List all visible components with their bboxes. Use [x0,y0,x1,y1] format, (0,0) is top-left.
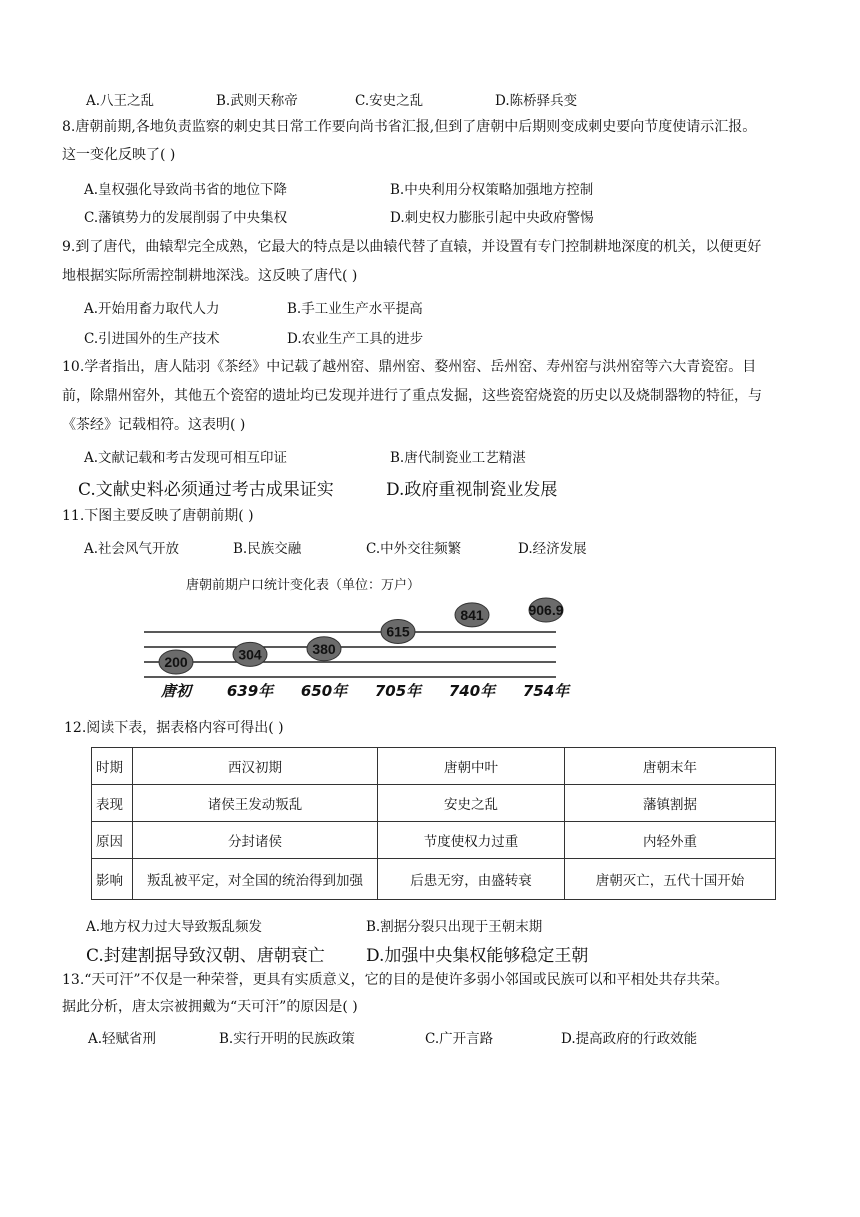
table-cell: 节度使权力过重 [378,822,565,859]
table-row [92,748,776,785]
q8-stem-line2: 这一变化反映了( ) [62,147,176,163]
q7-option-d[interactable]: D.陈桥驿兵变 [495,93,578,109]
q11-option-a[interactable]: A.社会风气开放 [84,541,180,557]
table-cell: 藩镇割据 [565,785,776,822]
q8-option-c[interactable]: C.藩镇势力的发展削弱了中央集权 [84,210,288,226]
q10-option-c[interactable]: C.文献史料必须通过考古成果证实 [78,480,334,500]
chart-data-label: 906.9 [528,602,564,618]
comparison-table [91,747,776,900]
q13-option-a[interactable]: A.轻赋省刑 [88,1031,157,1047]
table-row [92,859,776,900]
table-cell: 西汉初期 [133,748,378,785]
q12-stem: 12.阅读下表，据表格内容可得出( ) [64,720,284,736]
table-cell: 后患无穷，由盛转衰 [378,859,565,900]
table-cell: 表现 [92,785,133,822]
chart-x-tick-label: 754年 [522,682,570,700]
q8-option-d[interactable]: D.刺史权力膨胀引起中央政府警惕 [390,210,594,226]
q13-stem-line1: 13.“天可汗”不仅是一种荣誉，更具有实质意义，它的目的是使许多弱小邻国或民族可以和平相处共存共荣。 [62,972,729,988]
q9-option-b[interactable]: B.手工业生产水平提高 [287,301,423,317]
q9-option-d[interactable]: D.农业生产工具的进步 [287,331,424,347]
q7-option-c[interactable]: C.安史之乱 [355,93,424,109]
table-cell: 唐朝中叶 [378,748,565,785]
chart-x-tick-label: 650年 [300,682,348,700]
q7-option-a[interactable]: A.八王之乱 [86,93,155,109]
chart-x-tick-label: 639年 [226,682,274,700]
chart-x-tick-label: 唐初 [160,682,192,700]
q13-stem-line2: 据此分析，唐太宗被拥戴为“天可汗”的原因是( ) [62,999,358,1015]
table-cell: 唐朝末年 [565,748,776,785]
q7-option-b[interactable]: B.武则天称帝 [216,93,298,109]
chart-data-label: 304 [238,646,262,663]
q8-stem-line1: 8.唐朝前期,各地负责监察的刺史其日常工作要向尚书省汇报,但到了唐朝中后期则变成刺史要向节度使请示汇报。 [62,119,757,135]
q12-option-a[interactable]: A.地方权力过大导致叛乱频发 [86,919,263,935]
table-cell: 叛乱被平定，对全国的统治得到加强 [133,859,378,900]
q10-stem-line3: 《茶经》记载相符。这表明( ) [62,417,246,433]
q9-stem-line2: 地根据实际所需控制耕地深浅。这反映了唐代( ) [62,268,358,284]
table-cell: 原因 [92,822,133,859]
chart-x-labels [160,682,571,700]
q13-option-b[interactable]: B.实行开明的民族政策 [219,1031,355,1047]
table-cell: 诸侯王发动叛乱 [133,785,378,822]
q11-option-d[interactable]: D.经济发展 [518,541,587,557]
chart-data-label: 200 [164,654,188,670]
q9-option-a[interactable]: A.开始用畜力取代人力 [84,301,220,317]
q12-option-d[interactable]: D.加强中央集权能够稳定王朝 [366,946,589,966]
q12-option-c[interactable]: C.封建割据导致汉朝、唐朝衰亡 [86,946,325,966]
q13-option-c[interactable]: C.广开言路 [425,1031,494,1047]
q12-option-b[interactable]: B.割据分裂只出现于王朝末期 [366,919,543,935]
q11-option-b[interactable]: B.民族交融 [233,541,302,557]
chart-title: 唐朝前期户口统计变化表（单位：万户） [186,578,421,593]
q11-option-c[interactable]: C.中外交往频繁 [366,541,462,557]
chart-data-label: 841 [460,606,484,623]
q8-option-a[interactable]: A.皇权强化导致尚书省的地位下降 [84,182,288,198]
q13-option-d[interactable]: D.提高政府的行政效能 [561,1031,698,1047]
q9-option-c[interactable]: C.引进国外的生产技术 [84,331,220,347]
chart-x-tick-label: 740年 [448,682,496,700]
q10-stem-line1: 10.学者指出，唐人陆羽《茶经》中记载了越州窑、鼎州窑、婺州窑、岳州窑、寿州窑与洪州窑等六大青瓷窑。目 [62,359,757,375]
household-chart [140,592,570,704]
chart-data-label: 380 [312,640,336,657]
q10-option-a[interactable]: A.文献记载和考古发现可相互印证 [84,450,288,466]
chart-data-label: 615 [386,623,410,640]
table-row [92,822,776,859]
table-cell: 内轻外重 [565,822,776,859]
chart-staff-lines [144,632,556,677]
table-cell: 唐朝灭亡，五代十国开始 [565,859,776,900]
table-row [92,785,776,822]
table-cell: 影响 [92,859,133,900]
q9-stem-line1: 9.到了唐代，曲辕犁完全成熟，它最大的特点是以曲辕代替了直辕，并设置有专门控制耕地深度的机关，以便更好 [62,239,762,255]
q10-stem-line2: 前，除鼎州窑外，其他五个瓷窑的遗址均已发现并进行了重点发掘，这些瓷窑烧瓷的历史以及烧制器物的特征，与 [62,388,762,404]
q10-option-d[interactable]: D.政府重视制瓷业发展 [386,480,558,500]
table-cell: 时期 [92,748,133,785]
q10-option-b[interactable]: B.唐代制瓷业工艺精湛 [390,450,526,466]
table-cell: 分封诸侯 [133,822,378,859]
q8-option-b[interactable]: B.中央利用分权策略加强地方控制 [390,182,594,198]
chart-x-tick-label: 705年 [374,682,422,700]
table-cell: 安史之乱 [378,785,565,822]
q11-stem: 11.下图主要反映了唐朝前期( ) [62,508,254,524]
